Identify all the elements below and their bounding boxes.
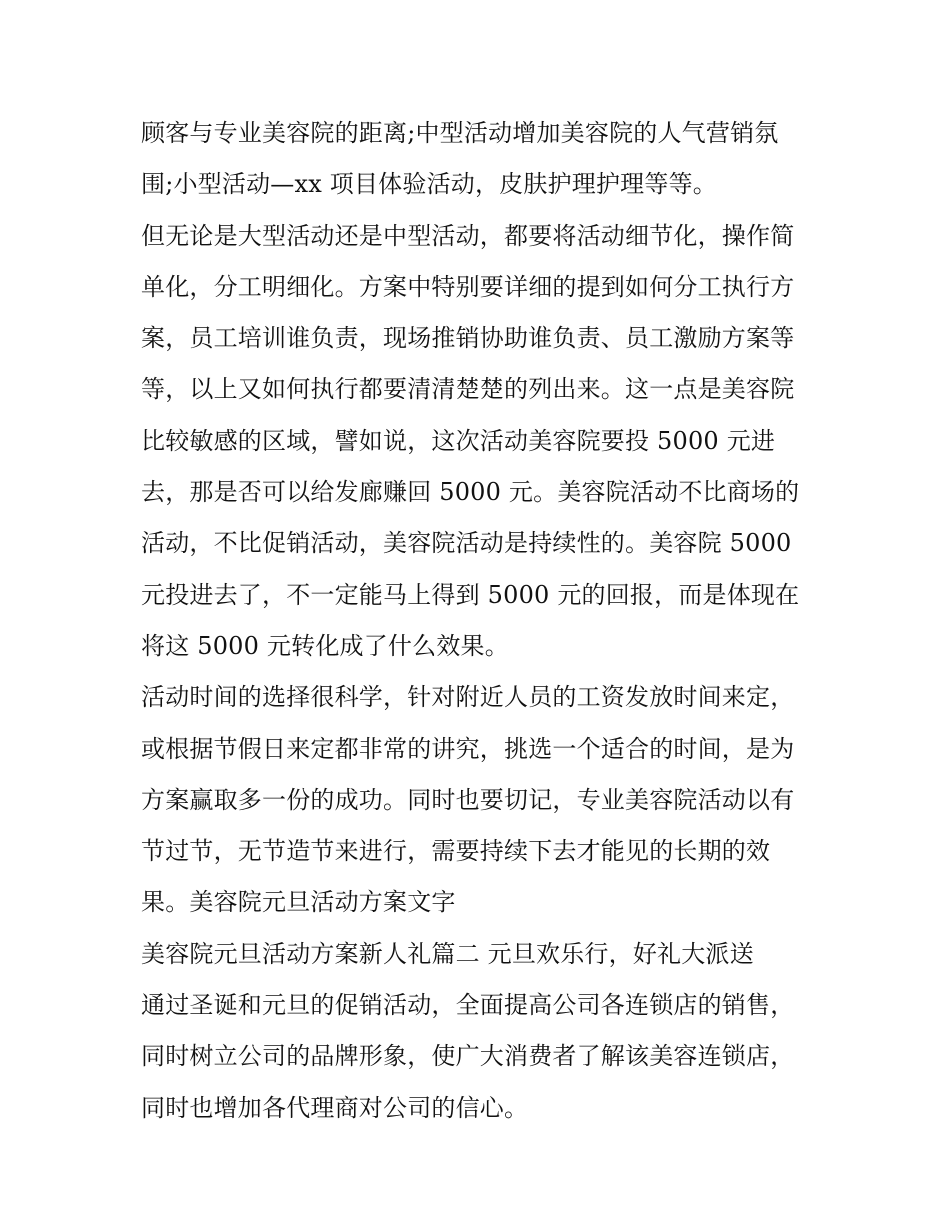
document-body: [141, 108, 821, 1134]
text-line: 去，那是否可以给发廊赚回 5000 元。美容院活动不比商场的: [141, 478, 800, 507]
text-line: 将这 5000 元转化成了什么效果。: [141, 631, 509, 660]
text-line: 或根据节假日来定都非常的讲究，挑选一个适合的时间，是为: [141, 734, 795, 763]
text-line: 等，以上又如何执行都要清清楚楚的列出来。这一点是美容院: [141, 375, 795, 404]
text-line: 同时树立公司的品牌形象，使广大消费者了解该美容连锁店，: [141, 1042, 795, 1071]
text-line: 比较敏感的区域，譬如说，这次活动美容院要投 5000 元进: [141, 426, 776, 455]
text-line: 方案赢取多一份的成功。同时也要切记，专业美容院活动以有: [141, 785, 795, 814]
text-line: 但无论是大型活动还是中型活动，都要将活动细节化，操作简: [141, 221, 795, 250]
text-line: 果。美容院元旦活动方案文字: [141, 888, 456, 917]
text-line: 美容院元旦活动方案新人礼篇二 元旦欢乐行，好礼大派送: [141, 939, 754, 968]
text-line: 顾客与专业美容院的距离;中型活动增加美容院的人气营销氛: [141, 119, 779, 147]
text-line: 活动，不比促销活动，美容院活动是持续性的。美容院 5000: [141, 529, 792, 558]
text-line: 元投进去了，不一定能马上得到 5000 元的回报，而是体现在: [141, 580, 800, 609]
text-line: 同时也增加各代理商对公司的信心。: [141, 1093, 529, 1122]
text-line: 围;小型活动—xx 项目体验活动，皮肤护理护理等等。: [141, 170, 717, 199]
text-line: 活动时间的选择很科学，针对附近人员的工资发放时间来定，: [141, 683, 795, 712]
text-line: 案，员工培训谁负责，现场推销协助谁负责、员工激励方案等: [141, 324, 795, 353]
text-line: 节过节，无节造节来进行，需要持续下去才能见的长期的效: [141, 837, 771, 866]
text-line: 单化，分工明细化。方案中特别要详细的提到如何分工执行方: [141, 272, 795, 301]
text-line: 通过圣诞和元旦的促销活动，全面提高公司各连锁店的销售，: [141, 991, 795, 1020]
